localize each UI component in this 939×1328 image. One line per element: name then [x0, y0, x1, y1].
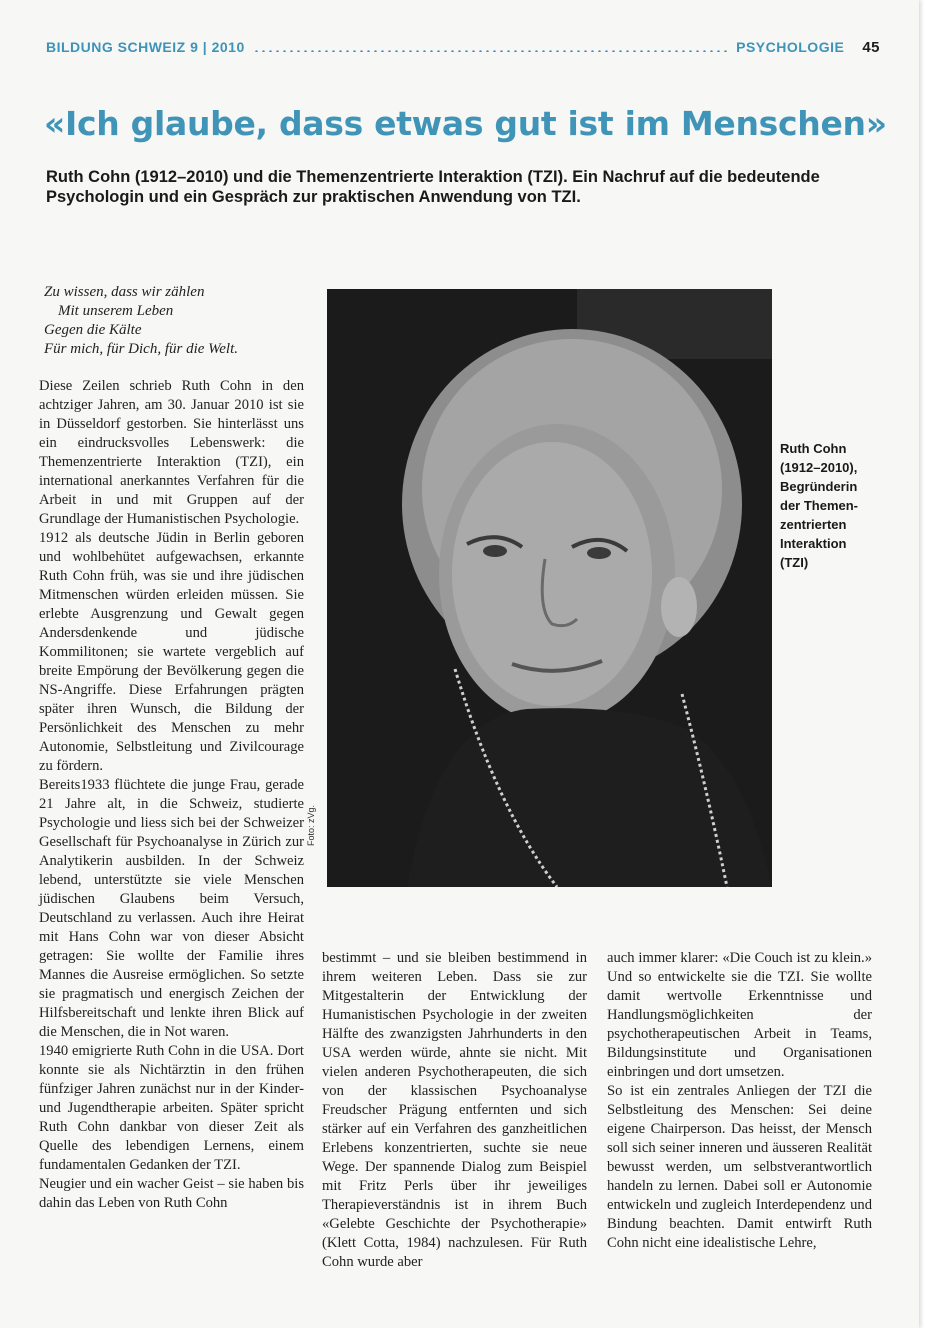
poem-line: Für mich, für Dich, für die Welt.: [44, 341, 239, 357]
body-column-1: [39, 377, 304, 1213]
paragraph: bestimmt – und sie bleiben bestimmend in ihrem weiteren Leben. Dass sie zur Mitgestalterin der Entwicklung der Humanistischen Psychologie in der zweiten Hälfte des zwanzigsten Jahrhunderts in den USA werden würde, ahnte sie nicht. Mit vielen anderen Psychotherapeuten, die sich von der klassischen Psychoanalyse Freudscher Prägung entfernten und sich stärker auf ein Verfahren des ganzheitlichen Erlebens konzentrierten, suchte sie neue Wege. Der spannende Dialog zum Beispiel mit Fritz Perls über ihr jeweiliges Therapieverständnis ist in ihrem Buch «Gelebte Geschichte der Psychotherapie» (Klett Cotta, 1984) nachzulesen. Für Ruth Cohn wurde aber: [322, 950, 587, 1270]
body-column-2: [322, 949, 587, 1272]
caption-line: der Themen-: [780, 498, 859, 513]
paragraph: Neugier und ein wacher Geist – sie haben bis dahin das Leben von Ruth Cohn: [39, 1176, 304, 1211]
body-column-3: [607, 949, 872, 1253]
publication-name: BILDUNG SCHWEIZ 9 | 2010: [46, 39, 245, 55]
poem-line: Mit unserem Leben: [58, 303, 174, 319]
paragraph: 1912 als deutsche Jüdin in Berlin geboren und wohlbehütet aufgewachsen, erkannte Ruth Cohn früh, was sie und ihre jüdischen Mitmenschen würden erleiden müssen. Sie erlebte Ausgrenzung und Gewalt gegen Andersdenkende und jüdische Kommilitonen; sie wartete vergeblich auf breite Empörung der Bevölkerung gegen die NS-Angriffe. Diese Erfahrungen prägten später ihren Wunsch, die Bildung der Persönlichkeit des Menschen zu mehr Autonomie, Selbstleitung und Zivilcourage zu fördern.: [39, 530, 304, 774]
article-title: «Ich glaube, dass etwas gut ist im Menschen»: [44, 104, 887, 143]
section-name: PSYCHOLOGIE: [736, 39, 845, 55]
page-number: 45: [862, 38, 880, 56]
portrait-photo: [327, 289, 772, 887]
caption-line: Ruth Cohn: [780, 441, 847, 456]
article-lead: Ruth Cohn (1912–2010) und die Themenzentrierte Interaktion (TZI). Ein Nachruf auf die bedeutende Psychologin und ein Gespräch zur praktischen Anwendung von TZI.: [46, 168, 820, 206]
caption-line: Interaktion: [780, 536, 847, 551]
paragraph: auch immer klarer: «Die Couch ist zu klein.» Und so entwickelte sie die TZI. Sie wollte damit wertvolle Erkenntnisse und Handlungsmöglichkeiten der psychotherapeutischen Arbeit in Teams, Bildungsinstitute und Organisationen einbringen und dort umsetzen.: [607, 950, 872, 1080]
dotted-leader: [253, 50, 728, 52]
caption-line: zentrierten: [780, 517, 847, 532]
poem-line: Zu wissen, dass wir zählen: [44, 284, 205, 300]
paragraph: 1940 emigrierte Ruth Cohn in die USA. Dort konnte sie als Nichtärztin in den frühen fünfziger Jahren zunächst nur in der Kinder- und Jugendtherapie arbeiten. Später spricht Ruth Cohn dankbar von dieser Zeit als Quelle des lebendigen Lernens, einem fundamentalen Gedanken der TZI.: [39, 1043, 304, 1173]
paragraph: So ist ein zentrales Anliegen der TZI die Selbstleitung des Menschen: Sei deine eigene Chairperson. Das heisst, der Mensch soll sich seiner inneren und äusseren Realität bewusst werden, um selbstverantwortlich handeln zu lernen. Dabei soll er Autonomie entwickeln und zugleich Interdependenz und Bindung beachten. Damit entwirft Ruth Cohn nicht eine idealistische Lehre,: [607, 1083, 872, 1251]
running-header: [46, 36, 880, 58]
photo-credit: Foto: zVg.: [306, 804, 316, 846]
paragraph: Diese Zeilen schrieb Ruth Cohn in den achtziger Jahren, am 30. Januar 2010 ist sie in Düsseldorf gestorben. Sie hinterlässt uns ein eindrucksvolles Lebenswerk: die Themenzentrierte Interaktion (TZI), ein international anerkanntes Verfahren für die Arbeit in und mit Gruppen auf der Grundlage der Humanistischen Psychologie.: [39, 378, 304, 527]
caption-line: (TZI): [780, 555, 809, 570]
portrait-illustration: [327, 289, 772, 887]
caption-line: (1912–2010),: [780, 460, 858, 475]
poem: [44, 283, 314, 359]
caption-line: Begründerin: [780, 479, 858, 494]
paragraph: Bereits1933 flüchtete die junge Frau, gerade 21 Jahre alt, in die Schweiz, studierte Psychologie und liess sich bei der Schweizer Gesellschaft für Psychoanalyse in Zürich zur Analytikerin ausbilden. In der Schweiz lebend, unterstützte sie viele Menschen jüdischen Glaubens beim Versuch, Deutschland zu verlassen. Auch ihre Heirat mit Hans Cohn war von dieser Absicht getragen: Sie wollte der Familie ihres Mannes die Ausreise ermöglichen. So setzte sie pragmatisch und energisch Zeichen der Hilfsbereitschaft und lenkte ihren Blick auf die Menschen, die in Not waren.: [39, 777, 304, 1040]
poem-line: Gegen die Kälte: [44, 322, 142, 338]
photo-caption: [780, 439, 890, 572]
